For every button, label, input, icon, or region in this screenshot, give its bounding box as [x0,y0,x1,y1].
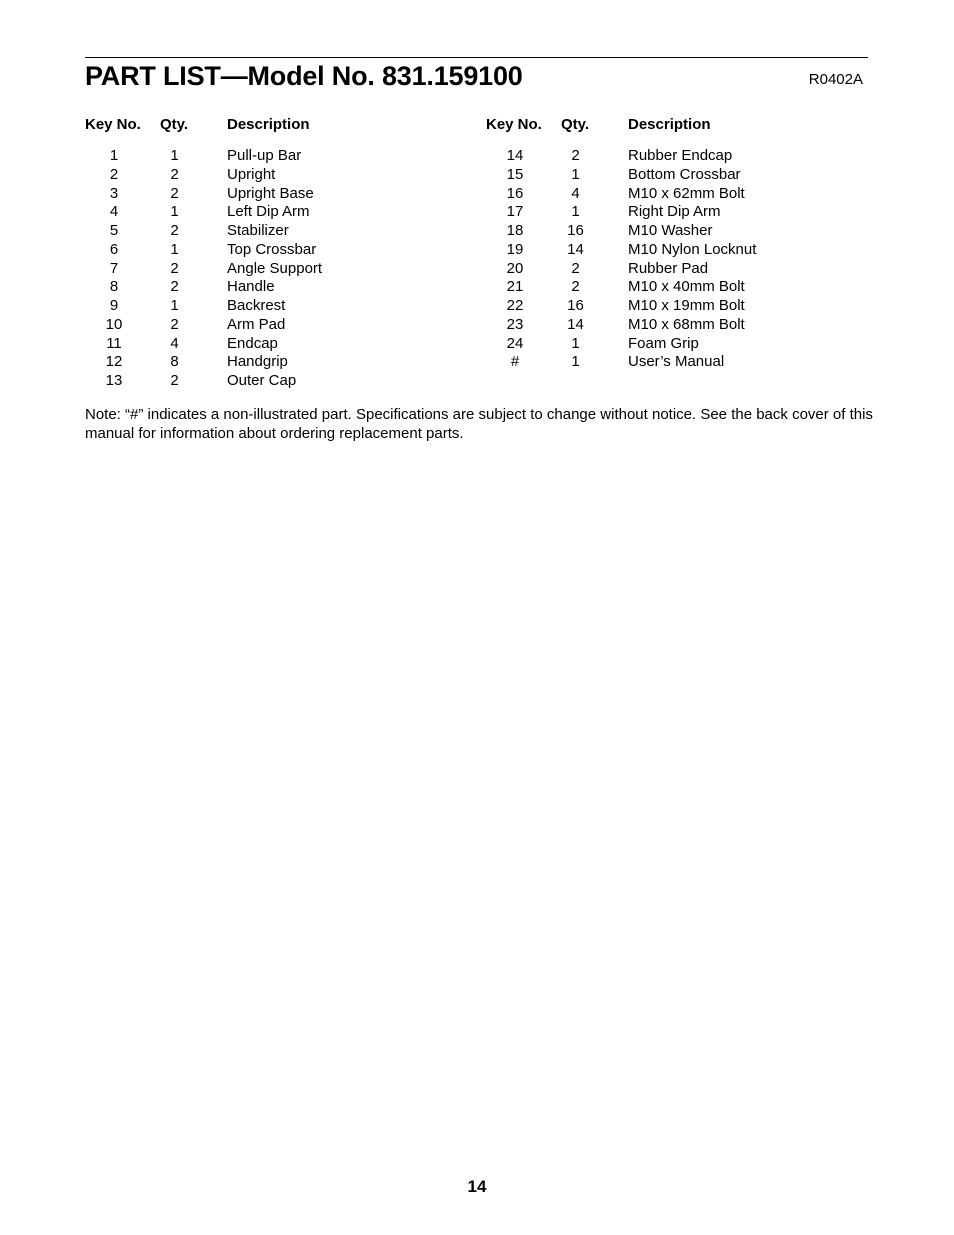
key-no: 2 [109,165,119,183]
key-no: 19 [506,240,524,258]
table-row [486,353,866,372]
qty: 2 [170,315,179,333]
parts-rows-right [486,147,866,372]
description: Handle [227,278,275,296]
description: User’s Manual [628,353,725,371]
description: Left Dip Arm [227,203,310,221]
key-no: 3 [109,184,119,202]
description: Stabilizer [227,222,289,239]
description: Backrest [227,297,286,314]
description: Upright Base [227,184,314,202]
description: Top Crossbar [227,240,317,258]
qty: 1 [571,203,580,221]
qty: 1 [170,147,179,164]
key-no: 13 [105,372,123,389]
key-no: 14 [506,147,524,164]
note-text: Note: “#” indicates a non-illustrated part. Specifications are subject to change without notice. See the back cover of this manual for information about ordering replacement parts. [85,406,873,442]
header-qty: Qty. [160,116,189,133]
table-row [85,353,465,372]
key-no: 23 [506,315,524,333]
key-no: 6 [109,240,119,258]
key-no: # [510,353,520,371]
description: Bottom Crossbar [628,165,741,183]
table-row [486,203,866,222]
qty: 1 [170,240,179,258]
qty: 2 [170,372,179,389]
table-row [486,222,866,241]
table-row [85,222,465,241]
key-no: 15 [506,165,524,183]
page-title: PART LIST—Model No. 831.159100 [85,61,523,91]
description: M10 Washer [628,222,713,239]
parts-table-left [85,116,465,391]
qty: 2 [170,184,179,202]
table-row [85,335,465,354]
header-description: Description [227,116,310,133]
table-row [85,185,465,204]
table-row [486,185,866,204]
qty: 14 [567,315,584,333]
key-no: 22 [506,297,524,314]
table-row [85,316,465,335]
key-no: 17 [506,203,524,221]
description: Foam Grip [628,334,699,352]
key-no: 9 [109,297,119,314]
table-row [85,147,465,166]
table-row [486,260,866,279]
key-no: 12 [105,353,123,371]
qty: 4 [571,184,580,202]
table-header [486,116,866,134]
table-row [85,372,465,391]
description: Outer Cap [227,372,297,389]
qty: 2 [170,222,179,239]
table-row [85,203,465,222]
parts-rows-left [85,147,465,391]
table-row [85,241,465,260]
key-no: 8 [109,278,119,296]
table-row [85,166,465,185]
qty: 1 [571,334,580,352]
description: Right Dip Arm [628,203,721,221]
table-row [486,166,866,185]
description: Arm Pad [227,315,286,333]
header-qty: Qty. [561,116,590,133]
key-no: 5 [109,222,119,239]
qty: 4 [170,334,179,352]
key-no: 4 [109,203,119,221]
top-rule [85,57,868,58]
description: M10 x 62mm Bolt [628,184,745,202]
key-no: 16 [506,184,524,202]
qty: 1 [170,203,179,221]
qty: 14 [567,240,584,258]
description: Rubber Pad [628,259,709,277]
header-key-no: Key No. [486,116,542,133]
qty: 8 [170,353,179,371]
key-no: 21 [506,278,524,296]
qty: 1 [170,297,179,314]
description: M10 x 40mm Bolt [628,278,745,296]
qty: 2 [571,259,580,277]
qty: 16 [567,297,584,314]
key-no: 20 [506,259,524,277]
table-header [85,116,465,134]
table-row [85,260,465,279]
table-row [486,241,866,260]
table-row [486,147,866,166]
document-code: R0402A [808,71,863,88]
description: Pull-up Bar [227,147,302,164]
description: Handgrip [227,353,288,371]
header-description: Description [628,116,711,133]
qty: 16 [567,222,584,239]
qty: 2 [170,278,179,296]
key-no: 18 [506,222,524,239]
description: Angle Support [227,259,323,277]
table-row [85,278,465,297]
description: M10 x 19mm Bolt [628,297,745,314]
key-no: 1 [109,147,119,164]
description: M10 Nylon Locknut [628,240,757,258]
description: Upright [227,165,276,183]
qty: 2 [170,259,179,277]
qty: 1 [571,165,580,183]
page-number: 14 [467,1177,487,1196]
qty: 2 [170,165,179,183]
table-row [486,297,866,316]
description: Endcap [227,334,278,352]
description: M10 x 68mm Bolt [628,315,745,333]
table-row [85,297,465,316]
key-no: 11 [106,334,122,352]
qty: 2 [571,278,580,296]
header-key-no: Key No. [85,116,141,133]
qty: 2 [571,147,580,164]
table-row [486,278,866,297]
table-row [486,335,866,354]
qty: 1 [571,353,580,371]
key-no: 10 [105,315,123,333]
description: Rubber Endcap [628,147,733,164]
parts-table-right [486,116,866,372]
key-no: 24 [506,334,524,352]
table-row [486,316,866,335]
key-no: 7 [109,259,119,277]
